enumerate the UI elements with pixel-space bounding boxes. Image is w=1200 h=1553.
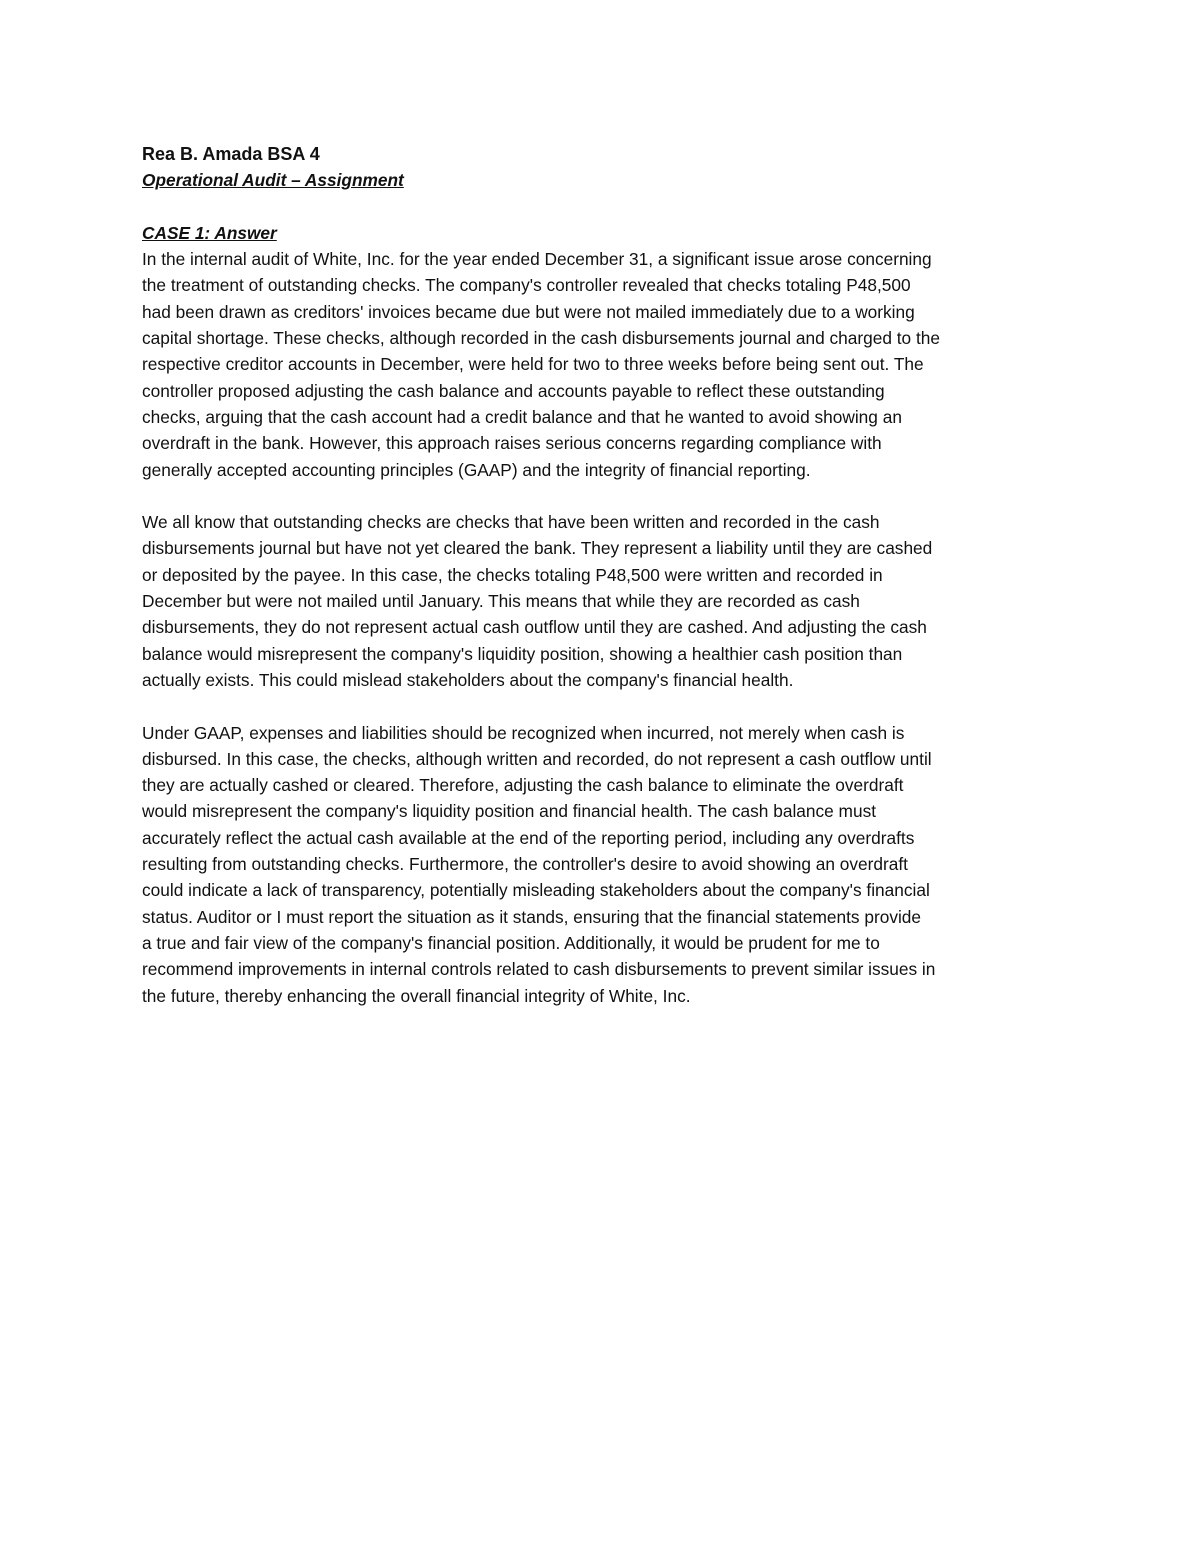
text-line: disbursed. In this case, the checks, although written and recorded, do not represent a cash outflow until: [142, 748, 932, 769]
text-line: Under GAAP, expenses and liabilities should be recognized when incurred, not merely when cash is: [142, 722, 905, 743]
paragraph-gap: [142, 483, 1057, 509]
text-line: respective creditor accounts in December, were held for two to three weeks before being sent out. The: [142, 354, 924, 375]
text-line: balance would misrepresent the company's liquidity position, showing a healthier cash position than: [142, 643, 903, 664]
text-line: checks, arguing that the cash account had a credit balance and that he wanted to avoid showing an: [142, 406, 902, 427]
document-body: [142, 141, 1057, 1009]
text-line: In the internal audit of White, Inc. for the year ended December 31, a significant issue arose concerning: [142, 249, 932, 270]
text-line: would misrepresent the company's liquidity position and financial health. The cash balance must: [142, 801, 877, 822]
spacer: [142, 194, 1057, 220]
paragraph: [142, 509, 1057, 693]
text-line: overdraft in the bank. However, this approach raises serious concerns regarding compliance with: [142, 433, 882, 454]
text-line: a true and fair view of the company's financial position. Additionally, it would be prudent for me to: [142, 932, 880, 953]
assignment-title: Operational Audit – Assignment: [142, 170, 404, 191]
paragraph-gap: [142, 693, 1057, 719]
text-line: recommend improvements in internal controls related to cash disbursements to prevent similar issues in: [142, 959, 936, 980]
text-line: had been drawn as creditors' invoices became due but were not mailed immediately due to a working: [142, 301, 915, 322]
text-line: actually exists. This could mislead stakeholders about the company's financial health.: [142, 669, 794, 690]
paragraph: [142, 246, 1057, 483]
author-line: Rea B. Amada BSA 4: [142, 144, 320, 164]
text-line: accurately reflect the actual cash available at the end of the reporting period, including any overdrafts: [142, 827, 915, 848]
text-line: they are actually cashed or cleared. Therefore, adjusting the cash balance to eliminate the overdraft: [142, 775, 904, 796]
text-line: December but were not mailed until January. This means that while they are recorded as cash: [142, 591, 860, 612]
text-line: capital shortage. These checks, although recorded in the cash disbursements journal and charged to the: [142, 328, 940, 349]
text-line: disbursements, they do not represent actual cash outflow until they are cashed. And adjusting the cash: [142, 617, 927, 638]
text-line: controller proposed adjusting the cash balance and accounts payable to reflect these outstanding: [142, 380, 885, 401]
case-heading: CASE 1: Answer: [142, 222, 277, 243]
text-line: We all know that outstanding checks are checks that have been written and recorded in the cash: [142, 512, 880, 533]
text-line: or deposited by the payee. In this case, the checks totaling P48,500 were written and recorded in: [142, 564, 883, 585]
text-line: generally accepted accounting principles (GAAP) and the integrity of financial reporting.: [142, 459, 811, 480]
text-line: the treatment of outstanding checks. The company's controller revealed that checks totaling P48,500: [142, 275, 911, 296]
text-line: status. Auditor or I must report the situation as it stands, ensuring that the financial statements provide: [142, 906, 922, 927]
text-line: the future, thereby enhancing the overall financial integrity of White, Inc.: [142, 985, 691, 1006]
text-line: could indicate a lack of transparency, potentially misleading stakeholders about the company's financial: [142, 880, 930, 901]
text-line: resulting from outstanding checks. Furthermore, the controller's desire to avoid showing an overdraft: [142, 854, 908, 875]
paragraphs-container: [142, 246, 1057, 1009]
text-line: disbursements journal but have not yet cleared the bank. They represent a liability until they are cashed: [142, 538, 933, 559]
paragraph: [142, 720, 1057, 1009]
